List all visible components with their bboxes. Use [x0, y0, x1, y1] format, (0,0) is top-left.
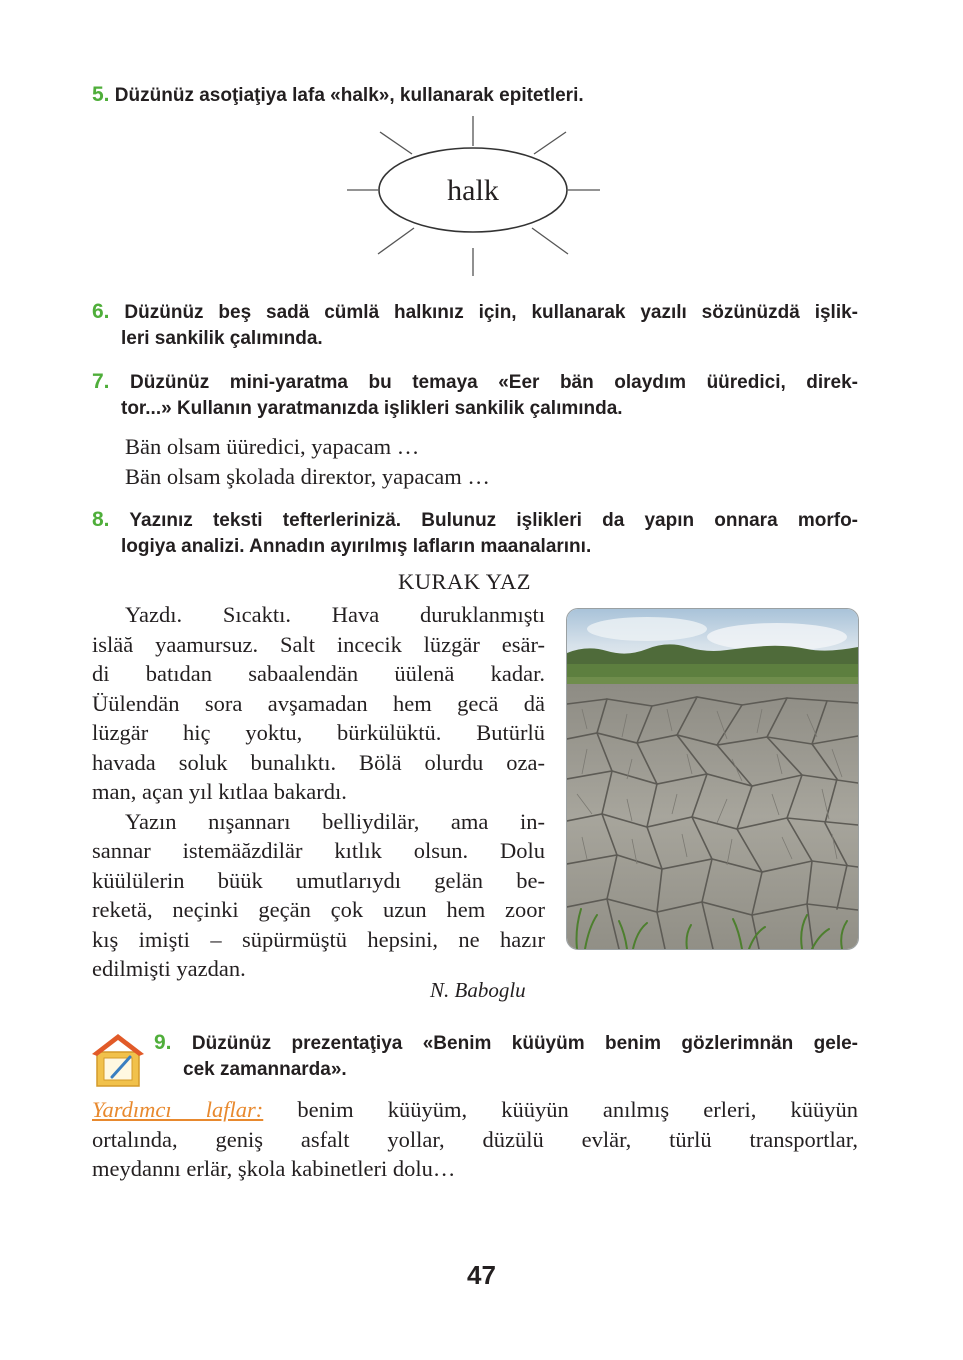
presentation-icon	[90, 1030, 146, 1090]
diagram-ray	[534, 132, 566, 154]
story-line: Üülendän sora avşamadan hem gecä dä	[92, 690, 545, 716]
task-9-line-1: Düzünüz prezentaţiya «Benim küüyüm benim gözlerimnän gele-	[191, 1033, 859, 1054]
story-line: reketä, neçinki geçän çok uzun hem zoor	[92, 897, 545, 922]
task-6-line-1: Düzünüz beş sadä cümlä halkınız için, kullanarak yazılı sözünüzdä işlik-	[124, 302, 859, 323]
story-line: isläă yaamursuz. Salt incecik lüzgär esär-	[92, 631, 545, 657]
story-line: Yazın nışannarı belliydilär, ama in-	[125, 808, 545, 834]
task-8-line-2: logiya analizi. Annadın ayırılmış lafların maanalarını.	[121, 536, 592, 557]
diagram-ray	[532, 228, 568, 254]
helper-text-2: ortalında, geniş asfalt yollar, düzülü evlär, türlü transportlar,	[92, 1126, 858, 1152]
story-line: kış imişti – süpürmüştü hepsini, ne hazır	[92, 926, 545, 952]
story-title: KURAK YAZ	[398, 569, 532, 594]
helper-line-1	[92, 1095, 858, 1125]
task-5-text: Düzünüz asoţiaţiya lafa «halk», kullanarak epitetleri.	[114, 85, 584, 106]
story-line: man, açan yıl kıtlaa bakardı.	[92, 779, 347, 804]
helper-words	[92, 1095, 858, 1184]
task-5-number: 5.	[92, 83, 110, 106]
task-9	[154, 1030, 858, 1083]
helper-text-1: benim küüyüm, küüyün anılmış erleri, küüyün	[263, 1097, 859, 1122]
task-9-number: 9.	[154, 1031, 172, 1054]
story-line: sannar istemäăzdilär kıtlık olsun. Dolu	[92, 838, 545, 863]
page-number: 47	[467, 1260, 496, 1290]
sample-line-1: Bän olsam üüredici, yapacam …	[125, 434, 420, 459]
cracked-earth-image	[567, 609, 858, 949]
task-6-number: 6.	[92, 300, 110, 323]
association-diagram	[340, 112, 606, 280]
sample-line-2: Bän olsam şkolada direкtor, yapacam …	[125, 464, 490, 489]
story-text	[92, 600, 545, 984]
task-8	[92, 507, 858, 560]
task-7-number: 7.	[92, 370, 110, 393]
task-7	[92, 369, 858, 422]
task-5	[92, 82, 858, 109]
task-8-line-1: Yazınız teksti tefterlerinizä. Bulunuz işlikleri da yapın onnara morfo-	[129, 510, 859, 531]
story-line: lüzgär hiç yoktu, bürkülüktü. Butürlü	[92, 720, 545, 745]
story-line: Yazdı. Sıcaktı. Hava duruklanmıştı	[125, 602, 545, 627]
drought-photo	[566, 608, 859, 950]
task-9-line-2: cek zamannarda».	[183, 1059, 347, 1080]
story-line: di batıdan sabaalendän üülenä kadar.	[92, 661, 545, 686]
story-line: havada soluk bunalıktı. Bölä olurdu oza-	[92, 749, 545, 775]
story-line: küülülerin büük umutlarıydı gelän be-	[92, 867, 545, 893]
task-8-number: 8.	[92, 508, 110, 531]
diagram-word: halk	[447, 173, 499, 207]
helper-label: Yardımcı laflar:	[92, 1097, 264, 1122]
diagram-ray	[380, 132, 412, 154]
task-6-line-2: leri sankilik çalımında.	[121, 328, 323, 349]
story-author: N. Baboglu	[430, 978, 526, 1002]
task-6	[92, 299, 858, 352]
story-line: edilmişti yazdan.	[92, 956, 246, 981]
helper-text-3: meydannı erlär, şkola kabinetleri dolu…	[92, 1156, 456, 1181]
task-7-line-2: tor...» Kullanın yaratmanızda işlikleri sankilik çalımında.	[121, 398, 623, 419]
task-7-line-1: Düzünüz mini-yaratma bu temaya «Eer bän olaydım üüredici, direk-	[130, 372, 859, 393]
diagram-ray	[378, 228, 414, 254]
